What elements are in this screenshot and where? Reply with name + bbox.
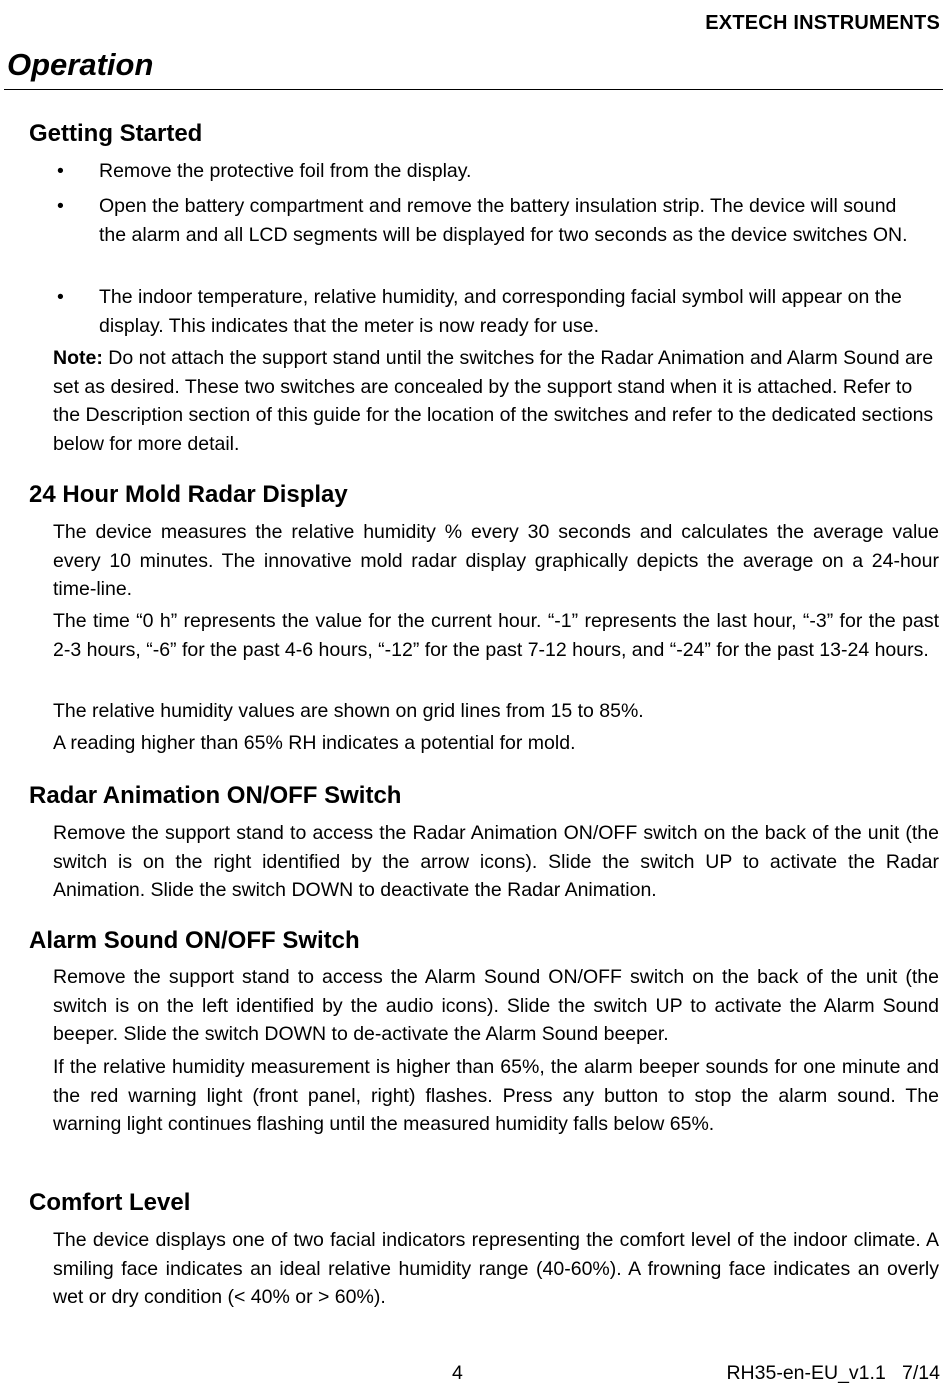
- bullet-item: [57, 192, 919, 249]
- heading-getting-started: Getting Started: [29, 120, 203, 147]
- paragraph: Remove the support stand to access the Alarm Sound ON/OFF switch on the back of the unit (the switch is on the left identified by the audio icons). Slide the switch UP to activate the Alarm Sound beeper. Slide the switch DOWN to de-activate the Alarm Sound beeper.: [53, 966, 939, 1045]
- heading-mold-radar: 24 Hour Mold Radar Display: [29, 481, 348, 508]
- note-text: Do not attach the support stand until the switches for the Radar Animation and Alarm Sound are set as desired. These two switches are concealed by the support stand when it is attached. Refer to the Description section of this guide for the location of the switches and refer to the dedicated sections below for more detail.: [53, 347, 934, 455]
- bullet-icon: •: [57, 195, 64, 217]
- paragraph: The device displays one of two facial indicators representing the comfort level of the indoor climate. A smiling face indicates an ideal relative humidity range (40-60%). A frowning face indicates an overly wet or dry condition (< 40% or > 60%).: [53, 1229, 939, 1308]
- bullet-text: Open the battery compartment and remove the battery insulation strip. The device will sound the alarm and all LCD segments will be displayed for two seconds as the device switches ON.: [99, 195, 908, 246]
- paragraph: The relative humidity values are shown on grid lines from 15 to 85%.: [53, 700, 644, 722]
- paragraph: If the relative humidity measurement is higher than 65%, the alarm beeper sounds for one minute and the red warning light (front panel, right) flashes. Press any button to stop the alarm sound. The warning light continues flashing until the measured humidity falls below 65%.: [53, 1056, 939, 1135]
- document-version: RH35-en-EU_v1.1 7/14: [726, 1362, 940, 1384]
- paragraph: Remove the support stand to access the Radar Animation ON/OFF switch on the back of the unit (the switch is on the right identified by the arrow icons). Slide the switch UP to activate the Radar Animation. Slide the switch DOWN to deactivate the Radar Animation.: [53, 822, 939, 901]
- brand-header: EXTECH INSTRUMENTS: [705, 12, 940, 34]
- bullet-text: Remove the protective foil from the display.: [99, 160, 472, 182]
- section-title: Operation: [7, 47, 154, 82]
- bullet-text: The indoor temperature, relative humidity, and corresponding facial symbol will appear on the display. This indicates that the meter is now ready for use.: [99, 286, 902, 337]
- paragraph: A reading higher than 65% RH indicates a potential for mold.: [53, 732, 576, 754]
- bullet-item: [57, 157, 919, 186]
- header-divider: [4, 89, 943, 90]
- bullet-item: [57, 283, 919, 340]
- heading-comfort-level: Comfort Level: [29, 1189, 191, 1216]
- paragraph: The time “0 h” represents the value for the current hour. “-1” represents the last hour, “-3” for the past 2-3 hours, “-6” for the past 4-6 hours, “-12” for the past 7-12 hours, and “-24” for the past 13-24 hours.: [53, 610, 939, 661]
- note-paragraph: [53, 344, 939, 458]
- bullet-icon: •: [57, 160, 64, 182]
- bullet-icon: •: [57, 286, 64, 308]
- paragraph: The device measures the relative humidity % every 30 seconds and calculates the average value every 10 minutes. The innovative mold radar display graphically depicts the average on a 24-hour time-line.: [53, 521, 939, 600]
- heading-radar-switch: Radar Animation ON/OFF Switch: [29, 782, 402, 809]
- heading-alarm-switch: Alarm Sound ON/OFF Switch: [29, 927, 360, 954]
- page-number: 4: [452, 1362, 463, 1384]
- note-label: Note:: [53, 347, 103, 369]
